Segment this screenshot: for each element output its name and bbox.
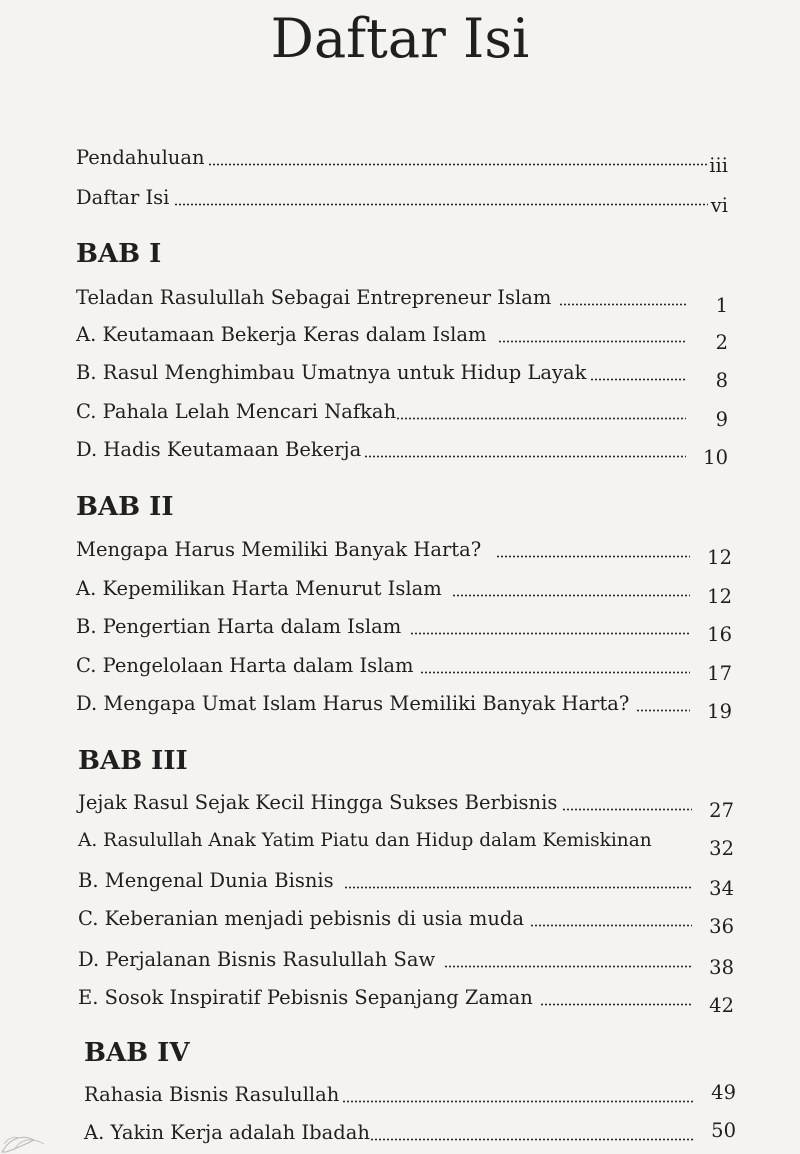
toc-entry [76,143,736,177]
toc-entry [78,945,738,979]
toc-entry [84,1080,740,1110]
toc-entry-label: E. Sosok Inspiratif Pebisnis Sepanjang Zaman [78,986,533,1009]
dot-leader [559,303,686,306]
dot-leader [540,1003,692,1006]
toc-entry [76,358,736,392]
toc-entry-label: D. Mengapa Umat Islam Harus Memiliki Banyak Harta? [76,692,630,715]
toc-entry [78,826,738,860]
toc-entry-page: 12 [707,546,732,569]
toc-entry [76,689,736,723]
dot-leader [444,965,692,968]
dot-leader [342,1100,694,1103]
toc-entry-label: C. Pengelolaan Harta dalam Islam [76,654,414,677]
dot-leader [498,340,686,343]
chapter-heading: BAB IV [84,1038,190,1068]
toc-entry [76,320,736,354]
dot-leader [590,378,686,381]
toc-entry-label: A. Yakin Kerja adalah Ibadah [84,1121,370,1144]
leaf-ornament-icon [0,1114,60,1154]
toc-entry-page: 8 [715,369,728,392]
dot-leader [562,808,692,811]
dot-leader [530,924,692,927]
dot-leader [364,455,686,458]
toc-entry-label: A. Rasulullah Anak Yatim Piatu dan Hidup dalam Kemiskinan [78,830,652,851]
chapter-heading: BAB II [76,492,174,522]
toc-entry-page: 42 [709,994,734,1017]
toc-entry-page: iii [709,154,728,177]
toc-entry [76,435,736,469]
toc-entry-page: 50 [711,1119,736,1142]
toc-entry-label: Teladan Rasulullah Sebagai Entrepreneur Islam [76,286,552,309]
toc-entry-page: 2 [715,331,728,354]
toc-entry-page: 19 [707,700,732,723]
toc-entry [76,574,736,608]
toc-entry [78,866,738,900]
toc-entry [78,983,738,1017]
dot-leader [174,203,708,206]
toc-entry-page: 17 [707,662,732,685]
toc-entry-page: 36 [709,915,734,938]
toc-entry [76,612,736,646]
toc-entry-page: 34 [709,877,734,900]
toc-entry-page: vi [710,194,728,217]
toc-entry-page: 38 [709,956,734,979]
toc-entry-page: 9 [715,408,728,431]
toc-entry-label: Jejak Rasul Sejak Kecil Hingga Sukses Berbisnis [78,791,558,814]
toc-entry [76,183,736,217]
page-title: Daftar Isi [270,7,530,70]
dot-leader [208,163,708,166]
toc-entry-label: D. Perjalanan Bisnis Rasulullah Saw [78,948,436,971]
dot-leader [410,632,690,635]
toc-entry-label: Rahasia Bisnis Rasulullah [84,1083,340,1106]
toc-entry [78,904,738,938]
toc-entry-page: 1 [715,294,728,317]
dot-leader [420,671,690,674]
toc-entry-label: C. Pahala Lelah Mencari Nafkah [76,400,397,423]
dot-leader [370,1138,694,1141]
toc-entry-label: B. Pengertian Harta dalam Islam [76,615,402,638]
toc-entry-page: 32 [709,837,734,860]
toc-entry [76,651,736,685]
toc-entry-page: 49 [711,1081,736,1104]
toc-entry-label: B. Rasul Menghimbau Umatnya untuk Hidup Layak [76,361,587,384]
chapter-heading: BAB I [76,239,162,269]
toc-entry [78,788,738,822]
toc-entry-page: 10 [703,446,728,469]
toc-entry-label: Daftar Isi [76,186,170,209]
chapter-heading: BAB III [78,746,188,776]
toc-entry-label: A. Kepemilikan Harta Menurut Islam [76,577,442,600]
toc-entry [76,283,736,317]
toc-entry-page: 27 [709,799,734,822]
dot-leader [496,555,690,558]
toc-entry-page: 16 [707,623,732,646]
toc-entry-page: 12 [707,585,732,608]
dot-leader [452,594,690,597]
toc-entry-label: Pendahuluan [76,146,205,169]
toc-entry [76,535,736,569]
toc-entry [84,1118,740,1148]
dot-leader [344,886,692,889]
toc-entry-label: A. Keutamaan Bekerja Keras dalam Islam [76,323,487,346]
toc-entry-label: C. Keberanian menjadi pebisnis di usia muda [78,907,524,930]
toc-entry-label: Mengapa Harus Memiliki Banyak Harta? [76,538,482,561]
toc-entry [76,397,736,431]
toc-entry-label: D. Hadis Keutamaan Bekerja [76,438,362,461]
toc-entry-label: B. Mengenal Dunia Bisnis [78,869,334,892]
dot-leader [636,709,690,712]
dot-leader [396,417,686,420]
